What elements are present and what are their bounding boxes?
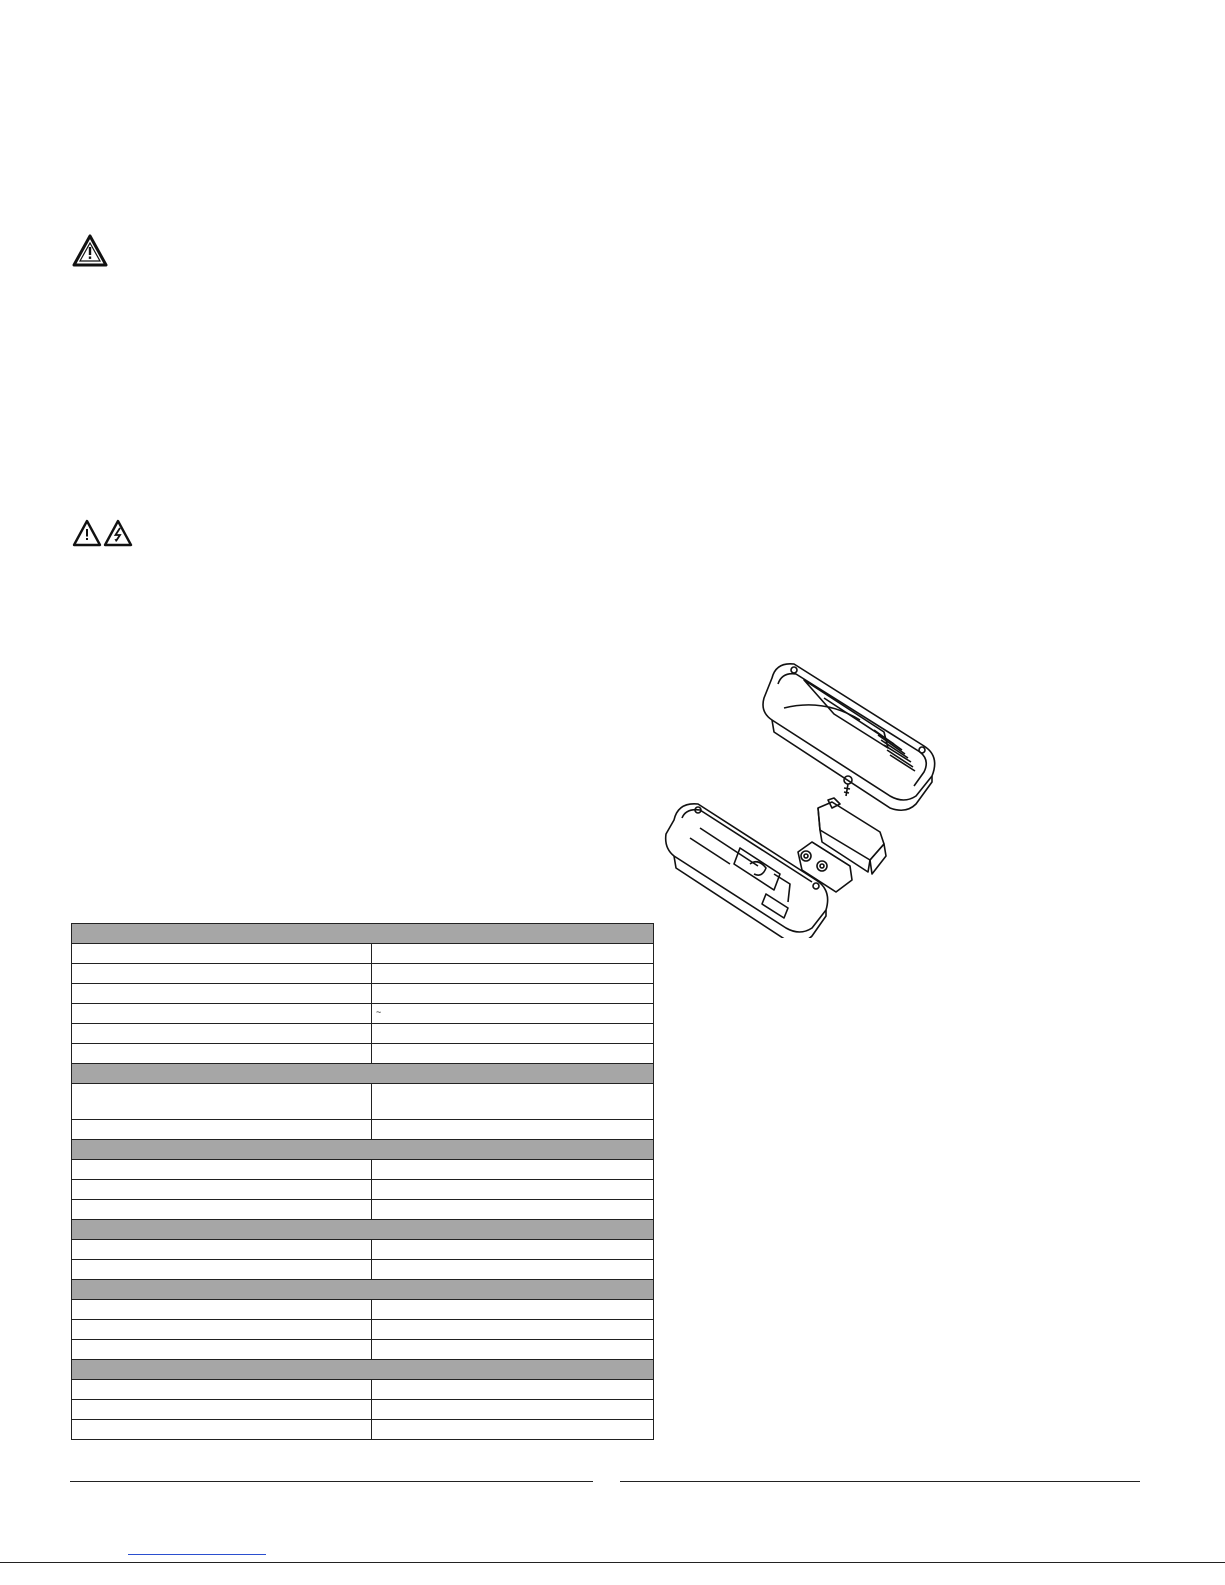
table-cell — [372, 1200, 654, 1220]
table-row — [72, 1004, 654, 1024]
page-bottom-rule — [0, 1562, 1225, 1563]
warning-triangle-icon — [72, 234, 108, 268]
table-cell — [372, 1420, 654, 1440]
table-row — [72, 1320, 654, 1340]
table-cell — [372, 1260, 654, 1280]
table-cell — [372, 1120, 654, 1140]
table-row — [72, 1420, 654, 1440]
footer-rule-left — [70, 1481, 593, 1482]
table-row — [72, 944, 654, 964]
table-cell — [372, 1240, 654, 1260]
table-cell — [372, 1044, 654, 1064]
table-cell — [372, 1320, 654, 1340]
table-section-header — [72, 1140, 654, 1160]
table-cell — [72, 924, 654, 944]
table-cell — [372, 1380, 654, 1400]
table-cell — [72, 1160, 372, 1180]
table-cell — [72, 1140, 654, 1160]
battery — [798, 842, 852, 892]
table-row — [72, 1400, 654, 1420]
table-cell — [372, 1300, 654, 1320]
table-cell — [72, 1004, 372, 1024]
front-housing — [666, 804, 828, 938]
table-cell — [72, 1120, 372, 1140]
table-section-header — [72, 1360, 654, 1380]
table-section-header — [72, 1280, 654, 1300]
table-cell — [372, 1180, 654, 1200]
table-row — [72, 1044, 654, 1064]
table-cell — [72, 964, 372, 984]
table-cell — [372, 1400, 654, 1420]
table-row — [72, 1340, 654, 1360]
table-row — [72, 1200, 654, 1220]
table-cell — [72, 1300, 372, 1320]
table-section-header — [72, 1064, 654, 1084]
table-section-header — [72, 924, 654, 944]
table-cell — [72, 1180, 372, 1200]
table-section-header — [72, 1220, 654, 1240]
table-cell — [72, 1240, 372, 1260]
table-cell — [72, 1220, 654, 1240]
table-row — [72, 1084, 654, 1120]
table-cell — [72, 1360, 654, 1380]
table-cell — [372, 1160, 654, 1180]
table-cell — [72, 1064, 654, 1084]
warning-triangle-icon — [72, 519, 102, 548]
table-cell — [72, 1260, 372, 1280]
table-row — [72, 1240, 654, 1260]
table-cell — [72, 1200, 372, 1220]
table-cell — [372, 1340, 654, 1360]
table-cell — [72, 1084, 372, 1120]
table-cell — [72, 1280, 654, 1300]
table-cell — [372, 964, 654, 984]
electric-shock-icon — [103, 519, 133, 548]
table-row — [72, 1024, 654, 1044]
table-cell — [72, 1420, 372, 1440]
table-cell — [72, 1400, 372, 1420]
table-cell — [72, 944, 372, 964]
table-cell — [372, 944, 654, 964]
table-cell — [72, 1320, 372, 1340]
table-cell — [72, 984, 372, 1004]
table-row — [72, 1180, 654, 1200]
battery-replacement-diagram — [664, 658, 944, 943]
table-row — [72, 1380, 654, 1400]
battery-cover — [818, 798, 886, 874]
table-row — [72, 1260, 654, 1280]
table-row — [72, 984, 654, 1004]
footer-rule-right — [620, 1481, 1140, 1482]
table-cell — [72, 1024, 372, 1044]
table-row — [72, 1160, 654, 1180]
table-cell — [372, 1084, 654, 1120]
table-cell — [372, 984, 654, 1004]
table-cell — [72, 1340, 372, 1360]
link-underline[interactable] — [128, 1554, 266, 1555]
table-cell — [72, 1380, 372, 1400]
table-cell — [372, 1024, 654, 1044]
table-cell: ~ — [372, 1004, 654, 1024]
specification-table — [71, 923, 654, 1440]
table-cell — [72, 1044, 372, 1064]
table-row — [72, 1120, 654, 1140]
table-row — [72, 964, 654, 984]
table-row — [72, 1300, 654, 1320]
